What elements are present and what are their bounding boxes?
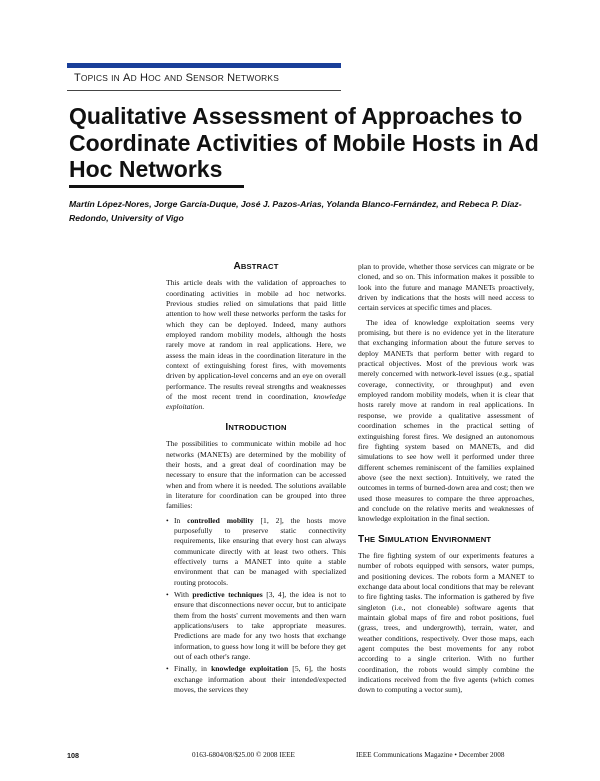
simulation-paragraph: The fire fighting system of our experiments features a number of robots equipped with sensors, water pumps, and positioning devices. The robots form a MANET to exchange data about local conditions that may be relevant to fire fighting tasks. The information is gathered by five singleton (i.e., not cloneable) software agents that maintain global maps of fire and robot positions, fuel (grass, trees, and undergrowth), terrain, water, and weather conditions, respectively. Over those maps, each agent computes the best movements for any robot according to a single criterion. With no further coordination, the robots would simply combine the indications received from the five agents (which comes down to computing a vector sum), [358, 550, 534, 695]
right-column [358, 262, 534, 700]
section-band-bar [67, 63, 341, 68]
bullet-continuation: plan to provide, whether those services can migrate or be cloned, and so on. This information makes it possible to look into the future and manage MANETs proactively, driven by indications that the hosts will need access to certain services at specific times and places. [358, 262, 534, 313]
magazine-issue: IEEE Communications Magazine • December 2008 [356, 751, 505, 759]
coordination-families-list [166, 516, 346, 696]
copyright-code: 0163-6804/08/$25.00 © 2008 IEEE [192, 751, 295, 759]
list-item: • Finally, in knowledge exploitation [5, 6], the hosts exchange information about their intended/expected moves, the services they [166, 664, 346, 695]
introduction-heading: INTRODUCTION [225, 421, 287, 433]
knowledge-exploitation-paragraph: The idea of knowledge exploitation seems very promising, but there is no evidence yet in the literature that exchanging information about the future serves to deploy MANETs that perform better with regard to practical objectives. Most of the previous work was merely concerned with network-level issues (e.g., spatial coverage, connectivity, or throughput) and even employed random mobility models, when it is clear that hosts rarely move at random in real applications. In response, we provide a qualitative assessment of coordination schemes in the practical setting of extinguishing forest fires. We designed an autonomous fire fighting system based on MANETs, and did simulations to see how well it performed under three different schemes reminiscent of the families explained above (see the next section). Intuitively, we rated the outcomes in terms of burned-down area and cost; then we used those measures to compare the three approaches, and conclude on the relative merits and weaknesses of knowledge exploitation in the final section. [358, 317, 534, 524]
introduction-paragraph: The possibilities to communicate within mobile ad hoc networks (MANETs) are determined by the mobility of their hosts, and a great deal of coordination may be necessary to ensure that the information can be accessed when and from where it is needed. The solutions available in literature for coordination can be grouped into three families: [166, 439, 346, 511]
title-rule [69, 185, 244, 188]
list-item: • With predictive techniques [3, 4], the idea is not to ensure that disconnections never occur, but to anticipate them from the hosts' current movements and then warn applications/users to take appropriate measures. Predictions are made for any two hosts that exchange information, to guess how long it will be before they get out of each other's range. [166, 589, 347, 662]
abstract-heading: ABSTRACT [233, 261, 279, 272]
section-band-rule [67, 90, 341, 91]
list-item: • In controlled mobility [1, 2], the hosts move purposefully to preserve static connectivity requirements, like ensuring that every host can always communicate directly with at least two others. This effectively turns a MANET into quite a stable environment that can be managed with specialized routing protocols. [166, 515, 346, 587]
section-band-label: TOPICS IN AD HOC AND SENSOR NETWORKS [74, 72, 279, 84]
abstract-text: This article deals with the validation of approaches to coordinating activities in mobile ad hoc networks. Previous studies relied on simulations that paid little attention to how well these networks perform the tasks for which they can be deployed. Indeed, many authors employed random mobility models, although the hosts rarely move at random in real applications. Here, we assess the main ideas in the coordination literature in the context of extinguishing forest fires, with movements driven by application-level concerns and an eye on overall performance. The results reveal strengths and weaknesses of the most recent trend in coordination, knowledge exploitation. [166, 278, 346, 412]
left-column [166, 262, 346, 697]
page-number: 108 [67, 751, 79, 760]
article-title: Qualitative Assessment of Approaches to Coordinate Activities of Mobile Hosts in Ad Hoc Networks [69, 103, 539, 182]
simulation-heading: THE SIMULATION ENVIRONMENT [358, 533, 492, 545]
author-list: Martín López-Nores, Jorge García-Duque, José J. Pazos-Arias, Yolanda Blanco-Fernández, and Rebeca P. Díaz-Redondo, University of Vigo [69, 199, 522, 223]
